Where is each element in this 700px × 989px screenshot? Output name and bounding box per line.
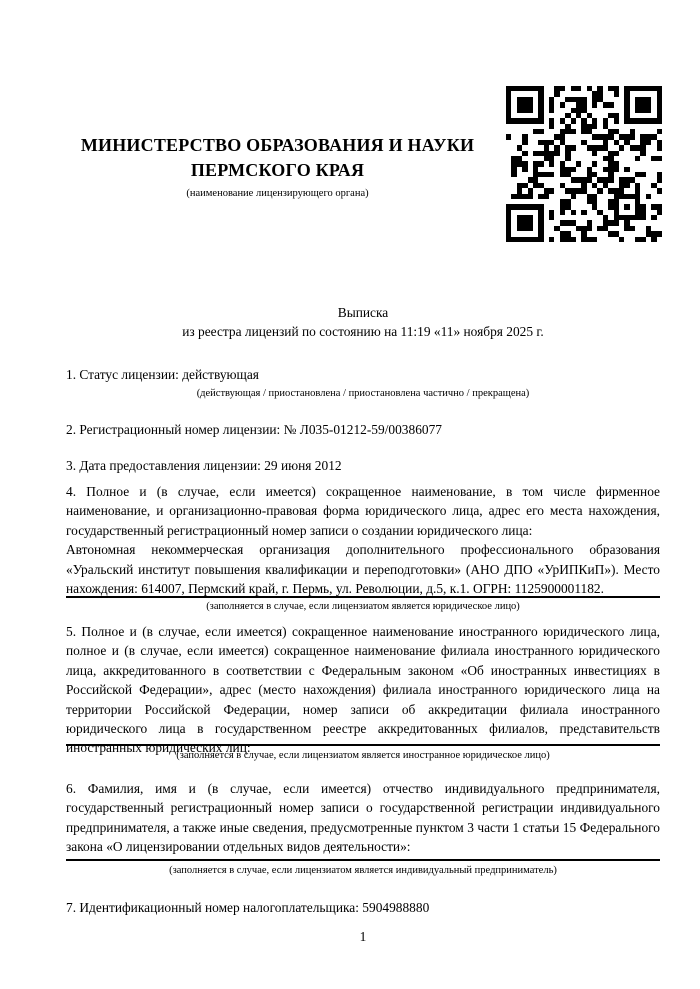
extract-subtitle: из реестра лицензий по состоянию на 11:19 «11» ноября 2025 г. <box>182 324 544 340</box>
page-number: 1 <box>359 929 367 944</box>
ministry-name-line1: МИНИСТЕРСТВО ОБРАЗОВАНИЯ И НАУКИ <box>80 135 475 155</box>
extract-title-block <box>66 303 660 342</box>
item-7-taxpayer-number: 7. Идентификационный номер налогоплательщика: 5904988880 <box>66 900 430 915</box>
item-5-fill-line <box>66 744 660 746</box>
item-4-caption: (заполняется в случае, если лицензиатом является юридическое лицо) <box>206 601 520 612</box>
licensing-authority-caption: (наименование лицензирующего органа) <box>186 188 369 199</box>
item-1-caption: (действующая / приостановлена / приостановлена частично / прекращена) <box>196 388 530 399</box>
qr-code-icon <box>506 86 662 242</box>
item-4-label: 4. Полное и (в случае, если имеется) сокращенное наименование, в том числе фирменное наименование, и организационно-правовая форма юридического лица, адрес его места нахождения, государственный регистрационный номер записи о создании юридического лица: <box>66 484 660 538</box>
item-5-caption: (заполняется в случае, если лицензиатом является иностранное юридическое лицо) <box>176 750 550 761</box>
item-4-value: Автономная некоммерческая организация дополнительного профессионального образования «Уральский институт повышения квалификации и переподготовки» (АНО ДПО «УрИПКиП»). Место нахождения: 614007, Пермский край, г. Пермь, ул. Революции, д.5, к.1. ОГРН: 1125900001182. <box>66 542 660 597</box>
item-6-individual-entrepreneur: 6. Фамилия, имя и (в случае, если имеется) отчество индивидуального предпринимателя, государственный регистрационный номер записи о государственной регистрации индивидуального предпринимателя, а также иные сведения, предусмотренные пунктом 3 части 1 статьи 15 Федерального закона «О лицензировании отдельных видов деятельности»: <box>66 781 660 855</box>
item-2-registration-number: 2. Регистрационный номер лицензии: № Л035-01212-59/00386077 <box>66 422 442 437</box>
item-6-caption: (заполняется в случае, если лицензиатом является индивидуальный предприниматель) <box>169 865 557 876</box>
item-1-license-status: 1. Статус лицензии: действующая <box>66 367 259 382</box>
extract-title: Выписка <box>337 305 389 320</box>
item-3-license-date: 3. Дата предоставления лицензии: 29 июня 2012 <box>66 458 342 473</box>
item-4-fill-line <box>66 596 660 598</box>
ministry-header <box>55 133 500 200</box>
item-6-fill-line <box>66 859 660 861</box>
item-5-foreign-entity: 5. Полное и (в случае, если имеется) сокращенное наименование иностранного юридического лица, полное и (в случае, если имеется) сокращенное наименование филиала иностранного юридического лица, аккредитованного в соответствии с Федеральным законом «Об иностранных инвестициях в Российской Федерации», адрес (место нахождения) филиала иностранного юридического лица на территории Российской Федерации, номер записи об аккредитации филиала иностранного юридического лица в государственном реестре аккредитованных филиалов, представительств иностранных юридических лиц: <box>66 624 660 756</box>
item-4-legal-entity <box>66 482 660 598</box>
ministry-name-line2: ПЕРМСКОГО КРАЯ <box>190 160 365 180</box>
